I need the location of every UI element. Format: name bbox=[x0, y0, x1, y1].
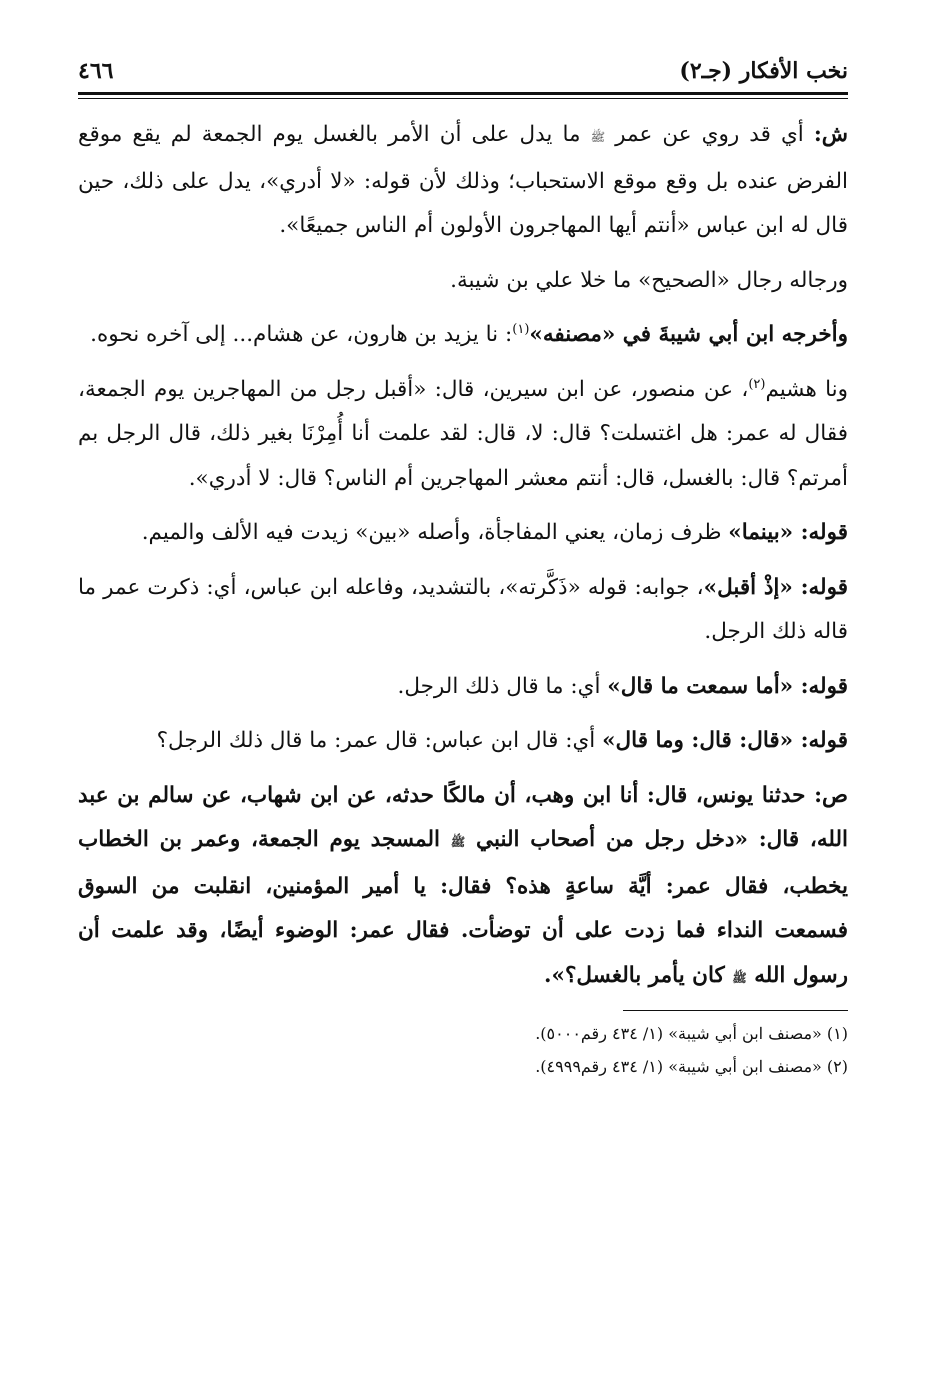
paragraph-hushaym: ونا هشيم$^{(٢)}$، عن منصور، عن ابن سيرين، قال: «أقبل رجل من المهاجرين يوم الجمعة، فقال له عمر: هل اغتسلت؟ قال: لا، قال: لقد علمت أنا أُمِرْنَا بغير ذلك، قال الرجل بم أمرتم؟ قال: بالغسل، قال: أنتم معشر المهاجرين أم الناس؟ قال: لا أدري». bbox=[78, 376, 848, 491]
main-text bbox=[78, 113, 848, 1000]
page-number: ٤٦٦ bbox=[78, 58, 114, 84]
paragraph-idh-aqbal: قوله: «إذْ أقبل»، جوابه: قوله «ذَكَّرته»، بالتشديد، وفاعله ابن عباس، أي: ذكرت عمر ما قاله ذلك الرجل. bbox=[78, 574, 848, 644]
page-header bbox=[78, 58, 848, 90]
header-rule-thin bbox=[78, 98, 848, 99]
paragraph-narrators: ورجاله رجال «الصحيح» ما خلا علي بن شيبة. bbox=[450, 267, 848, 293]
footnotes bbox=[78, 1017, 848, 1083]
paragraph-ibn-abi-shaybah: وأخرجه ابن أبي شيبةَ في «مصنفه»$^{(١)}$: نا يزيد بن هارون، عن هشام... إلى آخره نحوه. bbox=[90, 321, 848, 347]
book-title: نخب الأفكار (جـ٢) bbox=[679, 58, 848, 84]
footnote-ref-1: (١) bbox=[512, 321, 530, 337]
paragraph-baynama: قوله: «بينما» ظرف زمان، يعني المفاجأة، وأصله «بين» زيدت فيه الألف والميم. bbox=[141, 520, 848, 545]
paragraph-qala-qala: قوله: «قال: قال: وما قال» أي: قال ابن عباس: قال عمر: ما قال ذلك الرجل؟ bbox=[156, 728, 848, 753]
honorific-icon: ﷺ bbox=[590, 130, 606, 144]
honorific-icon: ﷺ bbox=[450, 835, 466, 849]
footnote-1: (١) «مصنف ابن أبي شيبة» (١/ ٤٣٤ رقم٥٠٠٠). bbox=[535, 1024, 848, 1043]
book-page bbox=[78, 58, 848, 1083]
honorific-icon: ﷺ bbox=[732, 970, 747, 985]
footnote-2: (٢) «مصنف ابن أبي شيبة» (١/ ٤٣٤ رقم٤٩٩٩). bbox=[535, 1057, 848, 1076]
header-rule-thick bbox=[78, 92, 848, 95]
paragraph-hadith: ص: حدثنا يونس، قال: أنا ابن وهب، أن مالكًا حدثه، عن ابن شهاب، عن سالم بن عبد الله، قال: «دخل رجل من أصحاب النبي ﷺ المسجد يوم الجمعة، وعمر بن الخطاب يخطب، فقال عمر: أيَّة ساعةٍ هذه؟ فقال: يا أمير المؤمنين، انقلبت من السوق فسمعت النداء فما زدت على أن توضأت. فقال عمر: الوضوء أيضًا، وقد علمت أن رسول الله ﷺ كان يأمر بالغسل؟». bbox=[78, 782, 848, 988]
footnote-ref-2: (٢) bbox=[748, 376, 766, 392]
paragraph-ama-samiat: قوله: «أما سمعت ما قال» أي: ما قال ذلك الرجل. bbox=[397, 673, 848, 699]
sharh-label: ش: bbox=[813, 122, 849, 147]
footnote-divider bbox=[623, 1010, 848, 1011]
paragraph-sharh: ش: أي قد روي عن عمر ﷺ ما يدل على أن الأمر بالغسل يوم الجمعة لم يقع موقع الفرض عنده بل وقع موقع الاستحباب؛ وذلك لأن قوله: «لا أدري»، يدل على ذلك، حين قال له ابن عباس «أنتم أيها المهاجرون الأولون أم الناس جميعًا». bbox=[78, 122, 849, 238]
